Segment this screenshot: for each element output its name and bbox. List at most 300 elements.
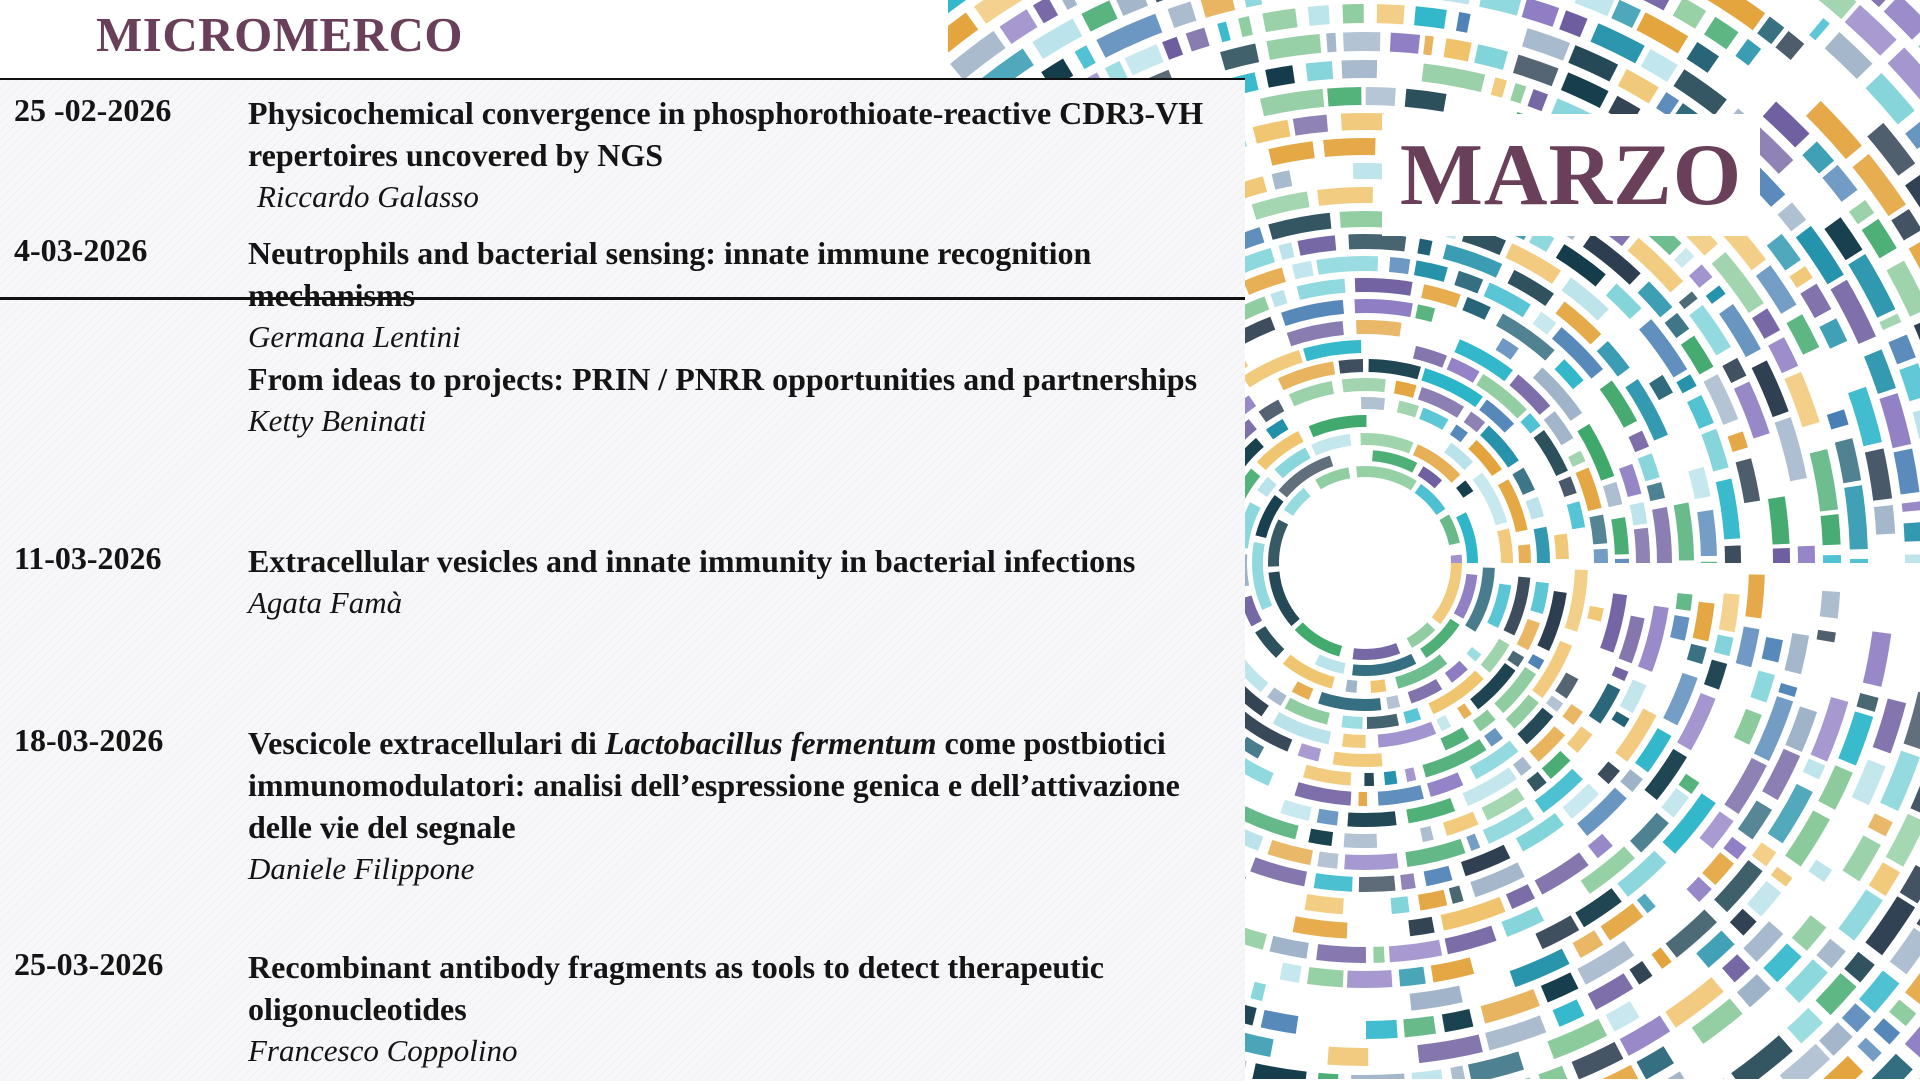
talk-speaker: Germana Lentini: [248, 316, 1233, 358]
art-segment: [1676, 593, 1693, 611]
talk: [248, 722, 1233, 890]
art-segment: [1412, 1069, 1444, 1079]
art-segment: [1859, 971, 1899, 1013]
art-segment: [1422, 63, 1486, 92]
art-segment: [1436, 715, 1451, 731]
art-segment: [1347, 811, 1396, 827]
art-segment: [1252, 191, 1310, 219]
art-segment: [1309, 415, 1367, 437]
art-segment: [1704, 17, 1738, 50]
entry-date: 11-03-2026: [14, 540, 162, 577]
art-segment: [1568, 451, 1585, 467]
art-segment: [1567, 726, 1592, 753]
art-segment: [1261, 1010, 1299, 1034]
art-segment: [1510, 83, 1526, 104]
art-segment: [1467, 647, 1482, 662]
art-segment: [1618, 69, 1659, 103]
art-segment: [1530, 582, 1549, 614]
art-segment: [1611, 0, 1641, 28]
art-segment: [1716, 479, 1740, 540]
art-segment: [1501, 906, 1544, 937]
art-segment: [1397, 401, 1419, 418]
entry-date: 18-03-2026: [14, 722, 163, 759]
art-segment: [1405, 839, 1465, 867]
talk-speaker: Agata Famà: [248, 582, 1233, 624]
art-segment: [1879, 314, 1901, 330]
art-segment: [1735, 39, 1761, 66]
art-segment: [1773, 548, 1790, 563]
art-segment: [1517, 619, 1540, 650]
art-segment: [1736, 458, 1761, 503]
art-segment: [1220, 43, 1245, 70]
art-segment: [1538, 1066, 1569, 1079]
art-segment: [1479, 0, 1522, 16]
art-segment: [1342, 734, 1366, 748]
art-segment: [1852, 760, 1886, 806]
art-segment: [1606, 1001, 1640, 1032]
art-segment: [1272, 170, 1293, 189]
talk-title: Extracellular vesicles and innate immunity in bacterial infections: [248, 540, 1233, 582]
art-segment: [1421, 284, 1461, 308]
art-segment: [1507, 651, 1524, 667]
art-segment: [1535, 852, 1589, 894]
talk-title: Neutrophils and bacterial sensing: innate immune recognition mechanisms: [248, 232, 1233, 316]
art-segment: [1403, 708, 1421, 724]
art-segment: [1414, 260, 1448, 281]
art-segment: [1803, 758, 1826, 779]
art-segment: [1125, 44, 1164, 75]
art-segment: [1879, 393, 1911, 448]
art-segment: [1245, 867, 1246, 892]
art-segment: [1573, 930, 1604, 958]
art-segment: [1386, 695, 1400, 709]
art-segment: [1816, 939, 1845, 969]
art-segment: [1588, 834, 1613, 859]
art-segment: [1391, 896, 1410, 914]
art-segment: [1706, 285, 1726, 304]
art-segment: [1293, 916, 1348, 938]
art-segment: [1081, 0, 1117, 31]
art-segment: [1904, 692, 1920, 750]
art-segment: [1368, 359, 1420, 379]
art-segment: [1389, 940, 1442, 962]
art-segment: [1417, 1035, 1483, 1064]
art-segment: [1873, 1018, 1900, 1044]
art-segment: [1308, 5, 1330, 26]
entry-date: 25-03-2026: [14, 946, 163, 983]
art-segment: [1800, 284, 1831, 319]
art-segment: [1252, 1063, 1307, 1079]
art-segment: [1775, 31, 1804, 60]
art-segment: [1737, 974, 1771, 1007]
art-segment: [1341, 60, 1377, 79]
art-segment: [1415, 484, 1446, 515]
art-segment: [1496, 338, 1519, 360]
art-segment: [1597, 761, 1620, 784]
art-segment: [1818, 765, 1853, 810]
art-segment: [1638, 606, 1669, 672]
art-segment: [1297, 235, 1336, 255]
art-segment: [1821, 514, 1841, 545]
art-segment: [1405, 767, 1417, 782]
art-segment: [1327, 87, 1361, 106]
art-segment: [1762, 637, 1783, 662]
art-segment: [1253, 120, 1291, 144]
art-segment: [1559, 10, 1587, 37]
art-segment: [1245, 72, 1259, 98]
art-segment: [1449, 886, 1464, 904]
art-segment: [1418, 890, 1447, 911]
art-segment: [1358, 792, 1367, 806]
art-segment: [1611, 517, 1629, 554]
art-segment: [1849, 200, 1874, 224]
art-segment: [1267, 687, 1287, 706]
art-segment: [1403, 1016, 1436, 1037]
art-segment: [1714, 635, 1734, 657]
art-segment: [1389, 257, 1410, 274]
art-segment: [1844, 485, 1868, 549]
art-segment: [1522, 28, 1570, 60]
talk-title: From ideas to projects: PRIN / PNRR opportunities and partnerships: [248, 358, 1233, 400]
art-segment: [1245, 924, 1267, 949]
art-segment: [1808, 860, 1832, 882]
art-segment: [1722, 358, 1746, 383]
art-segment: [1688, 467, 1710, 499]
art-segment: [1454, 271, 1483, 294]
art-segment: [1874, 505, 1895, 535]
art-segment: [1314, 873, 1353, 892]
art-segment: [1905, 973, 1920, 1007]
art-segment: [1390, 33, 1420, 54]
art-segment: [1719, 593, 1740, 632]
art-segment: [1778, 683, 1797, 697]
art-segment: [1245, 130, 1247, 152]
art-segment: [1806, 0, 1856, 19]
art-segment: [1415, 304, 1435, 322]
art-segment: [1245, 469, 1260, 499]
art-segment: [1377, 4, 1405, 24]
art-segment: [1427, 772, 1463, 796]
art-segment: [1041, 58, 1073, 78]
art-segment: [1863, 631, 1891, 686]
talk-title: Recombinant antibody fragments as tools to detect therapeutic oligonucleotides: [248, 946, 1233, 1030]
art-segment: [1513, 757, 1532, 776]
art-segment: [1356, 320, 1402, 337]
art-segment: [1630, 813, 1669, 853]
art-segment: [1370, 679, 1386, 692]
art-segment: [1033, 0, 1058, 23]
talk: [248, 232, 1233, 442]
art-segment: [1817, 630, 1836, 643]
art-segment: [1270, 290, 1287, 307]
art-segment: [1348, 234, 1406, 251]
art-segment: [1687, 42, 1719, 73]
art-segment: [1317, 187, 1373, 206]
art-segment: [1342, 4, 1363, 23]
art-segment: [1260, 89, 1324, 116]
art-segment: [1323, 138, 1375, 157]
decorative-art-top: [948, 0, 1245, 78]
art-segment: [1293, 115, 1328, 136]
talk-title-part: Vescicole extracellulari di: [248, 725, 605, 761]
art-segment: [1445, 661, 1468, 683]
art-segment: [1442, 1009, 1474, 1032]
art-segment: [1315, 654, 1346, 674]
art-segment: [1481, 989, 1540, 1024]
art-segment: [1426, 0, 1473, 5]
art-segment: [1701, 429, 1728, 472]
art-segment: [1317, 851, 1338, 868]
art-segment: [1606, 284, 1642, 320]
art-segment: [1364, 773, 1374, 786]
art-segment: [1413, 346, 1447, 368]
art-segment: [1292, 681, 1314, 700]
art-segment: [1245, 1033, 1274, 1057]
art-segment: [1304, 894, 1343, 914]
art-segment: [1265, 65, 1295, 87]
art-segment: [1440, 515, 1460, 546]
talk-speaker: Daniele Filippone: [248, 848, 1233, 890]
art-segment: [1353, 643, 1401, 660]
art-segment: [1450, 424, 1468, 442]
art-segment: [1513, 55, 1559, 87]
entry-date: 4-03-2026: [14, 232, 147, 269]
art-segment: [1150, 0, 1193, 2]
art-segment: [1259, 400, 1285, 423]
art-segment: [1561, 72, 1609, 108]
art-segment: [1787, 1008, 1823, 1044]
art-segment: [1747, 881, 1781, 917]
art-segment: [1347, 970, 1393, 988]
talk-title-species: Lactobacillus fermentum: [605, 725, 937, 761]
art-segment: [1603, 482, 1622, 507]
art-segment: [1768, 496, 1790, 544]
art-segment: [1297, 279, 1346, 300]
art-segment: [1789, 266, 1812, 288]
art-segment: [1245, 43, 1259, 70]
art-segment: [1589, 514, 1607, 544]
series-title: MICROMERCO: [96, 6, 463, 63]
art-segment: [1861, 1054, 1913, 1079]
art-segment: [1344, 853, 1398, 870]
art-segment: [1245, 317, 1275, 346]
art-segment: [1702, 852, 1734, 885]
art-segment: [1673, 0, 1706, 29]
art-segment: [1856, 693, 1878, 712]
art-segment: [1615, 559, 1629, 563]
art-segment: [1620, 679, 1647, 713]
art-segment: [1406, 798, 1455, 823]
art-segment: [1268, 840, 1313, 865]
art-segment: [1869, 862, 1900, 896]
art-segment: [1278, 242, 1294, 260]
art-segment: [1245, 502, 1261, 548]
art-segment: [1245, 296, 1269, 321]
art-segment: [1785, 633, 1810, 674]
art-segment: [1366, 87, 1396, 106]
art-segment: [1820, 591, 1840, 619]
schedule-panel: [0, 78, 1245, 1081]
art-segment: [1245, 16, 1253, 37]
art-segment: [1269, 936, 1308, 959]
art-segment: [1373, 947, 1384, 963]
art-segment: [1238, 16, 1245, 37]
art-segment: [1200, 0, 1235, 18]
art-segment: [1827, 409, 1849, 429]
art-segment: [1651, 947, 1671, 968]
art-segment: [1798, 546, 1815, 563]
art-segment: [1913, 407, 1920, 439]
art-segment: [1333, 752, 1383, 767]
entry-date: 25 -02-2026: [14, 92, 171, 129]
art-segment: [1367, 714, 1399, 729]
art-segment: [1687, 395, 1714, 429]
art-segment: [1473, 710, 1496, 732]
art-segment: [1462, 297, 1490, 320]
art-segment: [1600, 593, 1627, 652]
art-segment: [1327, 1047, 1368, 1066]
art-segment: [1400, 873, 1416, 890]
art-segment: [1687, 877, 1712, 902]
art-segment: [1745, 574, 1765, 618]
art-segment: [1567, 501, 1585, 529]
art-segment: [1891, 209, 1920, 241]
art-segment: [1058, 0, 1078, 10]
header-bar: [0, 0, 948, 78]
art-segment: [1351, 1074, 1406, 1079]
art-segment: [1873, 698, 1906, 753]
art-segment: [1752, 842, 1776, 866]
art-segment: [1457, 703, 1472, 719]
art-segment: [1298, 743, 1321, 761]
art-segment: [1526, 497, 1544, 520]
art-segment: [1317, 809, 1339, 826]
art-segment: [1661, 788, 1689, 818]
art-segment: [1316, 944, 1366, 963]
art-segment: [1555, 672, 1578, 698]
talk-speaker: Francesco Coppolino: [248, 1030, 1233, 1072]
art-segment: [1262, 8, 1297, 32]
art-segment: [1255, 626, 1284, 658]
art-segment: [1638, 453, 1660, 481]
art-segment: [1701, 562, 1717, 563]
art-segment: [1562, 704, 1583, 725]
art-segment: [1914, 318, 1920, 353]
art-segment: [1527, 772, 1547, 792]
art-segment: [1268, 141, 1314, 165]
art-segment: [1340, 211, 1384, 228]
art-segment: [1295, 782, 1352, 805]
art-segment: [1162, 37, 1183, 60]
talk: [248, 946, 1233, 1072]
art-segment: [1848, 387, 1882, 446]
art-segment: [1546, 695, 1563, 711]
art-segment: [1597, 341, 1630, 377]
art-segment: [1723, 837, 1746, 860]
art-segment: [1292, 261, 1314, 280]
art-segment: [1497, 528, 1513, 563]
art-segment: [1693, 602, 1715, 642]
art-segment: [1697, 510, 1717, 556]
art-segment: [1186, 28, 1210, 52]
talk-title-part: come postbiotici immunomodulatori: analisi dell’espressione genica e dell’attivazione delle vie del segnale: [248, 725, 1180, 845]
art-segment: [1473, 473, 1508, 526]
art-segment: [1217, 22, 1230, 43]
art-segment: [1594, 549, 1608, 563]
art-segment: [1474, 44, 1508, 70]
art-segment: [1115, 0, 1148, 16]
art-segment: [1862, 219, 1897, 258]
art-segment: [1450, 1066, 1466, 1079]
art-segment: [1792, 915, 1826, 951]
art-segment: [1414, 6, 1447, 29]
art-segment: [1785, 706, 1817, 752]
art-segment: [1554, 534, 1569, 560]
art-segment: [1819, 318, 1847, 349]
art-segment: [1342, 378, 1386, 392]
art-segment: [1902, 501, 1920, 512]
talk-title: [248, 722, 1233, 848]
art-segment: [1000, 9, 1038, 44]
art-segment: [1767, 234, 1801, 271]
art-segment: [1620, 769, 1643, 792]
art-segment: [1674, 248, 1694, 268]
art-segment: [1558, 476, 1576, 497]
art-segment: [1326, 33, 1336, 53]
art-segment: [1565, 570, 1588, 632]
art-segment: [1295, 622, 1342, 656]
art-segment: [1679, 774, 1700, 794]
art-segment: [1649, 375, 1673, 400]
art-segment: [1736, 627, 1760, 668]
art-segment: [1444, 38, 1472, 61]
art-segment: [1637, 893, 1656, 913]
art-segment: [1168, 1, 1197, 28]
art-segment: [1341, 113, 1384, 131]
art-segment: [1343, 32, 1380, 51]
art-segment: [1725, 545, 1741, 563]
art-segment: [1819, 1022, 1853, 1056]
art-segment: [1823, 555, 1841, 563]
art-segment: [1734, 709, 1762, 745]
art-segment: [1280, 800, 1311, 821]
art-segment: [1245, 737, 1264, 759]
art-segment: [1619, 464, 1641, 497]
art-segment: [1424, 866, 1453, 887]
art-segment: [1245, 554, 1249, 588]
art-segment: [1674, 503, 1694, 561]
art-segment: [1629, 961, 1652, 985]
art-segment: [1704, 660, 1727, 690]
talk: [248, 540, 1233, 624]
talk-speaker: Riccardo Galasso: [248, 176, 1233, 218]
month-title: MARZO: [1400, 125, 1742, 226]
art-segment: [1359, 876, 1396, 892]
art-segment: [1417, 239, 1432, 256]
art-segment: [1491, 77, 1507, 98]
art-segment: [1378, 785, 1424, 805]
art-segment: [1075, 45, 1096, 69]
art-segment: [1245, 0, 1262, 8]
art-segment: [1360, 433, 1413, 454]
art-segment: [1822, 165, 1857, 202]
art-segment: [1307, 967, 1344, 987]
art-segment: [1445, 926, 1497, 955]
art-segment: [1355, 278, 1413, 296]
art-segment: [1687, 644, 1707, 664]
art-segment: [1338, 359, 1363, 374]
art-segment: [1634, 528, 1650, 563]
